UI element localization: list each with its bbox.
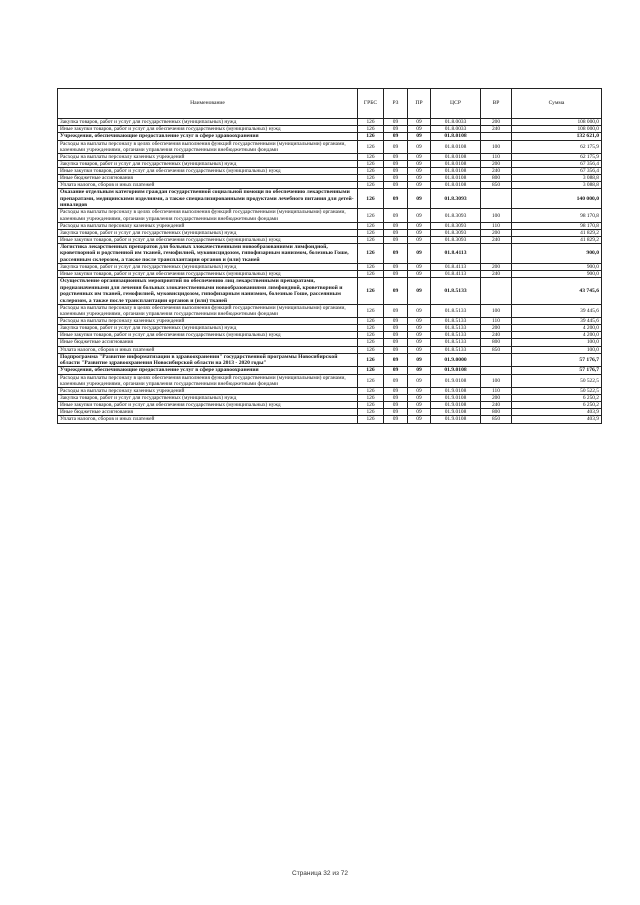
cell-sum: 39 445,6 <box>512 318 602 325</box>
cell-sum: 403,9 <box>512 416 602 423</box>
cell-vr: 240 <box>481 236 512 243</box>
cell-vr: 240 <box>481 167 512 174</box>
table-row <box>58 409 602 416</box>
cell-rz: 09 <box>384 209 408 222</box>
cell-csr: 01.8.0108 <box>431 182 481 189</box>
cell-rz: 09 <box>384 222 408 229</box>
cell-rz: 09 <box>384 278 408 305</box>
cell-grbs: 126 <box>358 332 384 339</box>
header-csr: ЦСР <box>431 89 481 119</box>
cell-pr: 09 <box>408 304 431 317</box>
cell-csr: 01.8.0033 <box>431 126 481 133</box>
cell-pr: 09 <box>408 402 431 409</box>
cell-name: Закупка товаров, работ и услуг для государственных (муниципальных) нужд <box>58 119 358 126</box>
table-row <box>58 339 602 346</box>
cell-pr: 09 <box>408 189 431 209</box>
cell-grbs: 126 <box>358 395 384 402</box>
cell-vr: 240 <box>481 402 512 409</box>
table-row <box>58 402 602 409</box>
cell-pr: 09 <box>408 175 431 182</box>
cell-pr: 09 <box>408 332 431 339</box>
cell-vr: 110 <box>481 222 512 229</box>
cell-csr: 01.8.0108 <box>431 167 481 174</box>
cell-sum: 140 000,0 <box>512 189 602 209</box>
cell-vr <box>481 278 512 305</box>
cell-vr: 240 <box>481 126 512 133</box>
cell-grbs: 126 <box>358 416 384 423</box>
table-row <box>58 160 602 167</box>
cell-rz: 09 <box>384 236 408 243</box>
cell-name: Расходы на выплаты персоналу казенных учреждений <box>58 153 358 160</box>
cell-csr: 01.8.3093 <box>431 189 481 209</box>
cell-name: Иные закупки товаров, работ и услуг для обеспечения государственных (муниципальных) нужд <box>58 167 358 174</box>
cell-pr: 09 <box>408 416 431 423</box>
cell-vr: 850 <box>481 346 512 353</box>
table-row <box>58 175 602 182</box>
cell-name: Иные закупки товаров, работ и услуг для обеспечения государственных (муниципальных) нужд <box>58 402 358 409</box>
table-row <box>58 243 602 263</box>
cell-name: Закупка товаров, работ и услуг для государственных (муниципальных) нужд <box>58 395 358 402</box>
table-row <box>58 182 602 189</box>
table-row <box>58 222 602 229</box>
cell-vr: 100 <box>481 304 512 317</box>
cell-rz: 09 <box>384 160 408 167</box>
cell-grbs: 126 <box>358 388 384 395</box>
table-row <box>58 271 602 278</box>
cell-rz: 09 <box>384 332 408 339</box>
cell-grbs: 126 <box>358 182 384 189</box>
cell-rz: 09 <box>384 346 408 353</box>
table-row <box>58 167 602 174</box>
header-rz: РЗ <box>384 89 408 119</box>
cell-grbs: 126 <box>358 278 384 305</box>
cell-pr: 09 <box>408 367 431 374</box>
table-row <box>58 388 602 395</box>
cell-grbs: 126 <box>358 133 384 140</box>
cell-rz: 09 <box>384 271 408 278</box>
cell-name: Иные бюджетные ассигнования <box>58 409 358 416</box>
cell-pr: 09 <box>408 388 431 395</box>
cell-vr: 200 <box>481 264 512 271</box>
cell-csr: 01.8.5133 <box>431 318 481 325</box>
cell-name: Оказание отдельным категориям граждан государственной социальной помощи по обеспечению лекарственными препаратами, медицинскими изделиями, а также специализированными продуктами лечебного питания для детей-инвалидов <box>58 189 358 209</box>
cell-sum: 403,9 <box>512 409 602 416</box>
cell-rz: 09 <box>384 304 408 317</box>
cell-grbs: 126 <box>358 175 384 182</box>
cell-pr: 09 <box>408 182 431 189</box>
table-row <box>58 325 602 332</box>
cell-rz: 09 <box>384 339 408 346</box>
cell-grbs: 126 <box>358 402 384 409</box>
cell-pr: 09 <box>408 346 431 353</box>
cell-grbs: 126 <box>358 339 384 346</box>
cell-sum: 98 170,8 <box>512 222 602 229</box>
table-row <box>58 353 602 367</box>
cell-vr: 110 <box>481 318 512 325</box>
cell-sum: 62 175,9 <box>512 140 602 153</box>
cell-sum: 50 522,5 <box>512 388 602 395</box>
cell-name: Закупка товаров, работ и услуг для государственных (муниципальных) нужд <box>58 229 358 236</box>
cell-sum: 108 000,0 <box>512 119 602 126</box>
cell-rz: 09 <box>384 182 408 189</box>
cell-grbs: 126 <box>358 264 384 271</box>
cell-pr: 09 <box>408 153 431 160</box>
cell-vr: 110 <box>481 388 512 395</box>
cell-pr: 09 <box>408 278 431 305</box>
budget-table <box>57 88 602 424</box>
table-row <box>58 278 602 305</box>
cell-rz: 09 <box>384 119 408 126</box>
cell-sum: 6 250,2 <box>512 395 602 402</box>
cell-sum: 132 621,0 <box>512 133 602 140</box>
cell-pr: 09 <box>408 353 431 367</box>
cell-grbs: 126 <box>358 160 384 167</box>
cell-sum: 108 000,0 <box>512 126 602 133</box>
cell-rz: 09 <box>384 189 408 209</box>
cell-grbs: 126 <box>358 353 384 367</box>
cell-grbs: 126 <box>358 409 384 416</box>
table-row <box>58 140 602 153</box>
cell-csr: 01.8.3093 <box>431 222 481 229</box>
cell-name: Расходы на выплаты персоналу в целях обеспечения выполнения функций государственными (муниципальными) органами, казенными учреждениями, органами управления государственными внебюджетными фондами <box>58 304 358 317</box>
cell-name: Подпрограмма "Развитие информатизации в здравоохранении" государственной программы Новосибирской области "Развитие здравоохранения Новосибирской области на 2013 - 2020 годы" <box>58 353 358 367</box>
cell-name: Расходы на выплаты персоналу казенных учреждений <box>58 222 358 229</box>
cell-pr: 09 <box>408 126 431 133</box>
cell-sum: 4 200,0 <box>512 325 602 332</box>
cell-grbs: 126 <box>358 271 384 278</box>
cell-name: Иные закупки товаров, работ и услуг для обеспечения государственных (муниципальных) нужд <box>58 271 358 278</box>
cell-csr: 01.9.0108 <box>431 416 481 423</box>
page-number: Страница 32 из 72 <box>292 870 348 877</box>
cell-rz: 09 <box>384 402 408 409</box>
cell-grbs: 126 <box>358 126 384 133</box>
table-row <box>58 189 602 209</box>
cell-rz: 09 <box>384 374 408 387</box>
cell-sum: 57 176,7 <box>512 367 602 374</box>
cell-vr: 200 <box>481 119 512 126</box>
cell-sum: 100,0 <box>512 339 602 346</box>
cell-name: Иные закупки товаров, работ и услуг для обеспечения государственных (муниципальных) нужд <box>58 126 358 133</box>
cell-rz: 09 <box>384 133 408 140</box>
cell-name: Закупка товаров, работ и услуг для государственных (муниципальных) нужд <box>58 160 358 167</box>
cell-csr: 01.9.0000 <box>431 353 481 367</box>
cell-vr <box>481 353 512 367</box>
cell-csr: 01.8.3093 <box>431 236 481 243</box>
table-row <box>58 374 602 387</box>
cell-name: Расходы на выплаты персоналу казенных учреждений <box>58 388 358 395</box>
table-row <box>58 119 602 126</box>
table-body <box>58 119 602 424</box>
cell-csr: 01.8.4113 <box>431 243 481 263</box>
cell-grbs: 126 <box>358 119 384 126</box>
cell-csr: 01.9.0108 <box>431 388 481 395</box>
cell-rz: 09 <box>384 416 408 423</box>
cell-sum: 4 200,0 <box>512 332 602 339</box>
cell-grbs: 126 <box>358 243 384 263</box>
header-sum: Сумма <box>512 89 602 119</box>
table-row <box>58 126 602 133</box>
cell-vr: 200 <box>481 160 512 167</box>
cell-name: Иные бюджетные ассигнования <box>58 339 358 346</box>
cell-sum: 900,0 <box>512 271 602 278</box>
table-row <box>58 236 602 243</box>
cell-sum: 41 829,2 <box>512 236 602 243</box>
cell-sum: 900,0 <box>512 243 602 263</box>
cell-vr: 240 <box>481 271 512 278</box>
cell-csr: 01.9.0108 <box>431 395 481 402</box>
cell-vr: 200 <box>481 229 512 236</box>
cell-name: Иные закупки товаров, работ и услуг для обеспечения государственных (муниципальных) нужд <box>58 236 358 243</box>
cell-grbs: 126 <box>358 222 384 229</box>
table-row <box>58 264 602 271</box>
table-row <box>58 367 602 374</box>
cell-grbs: 126 <box>358 367 384 374</box>
cell-vr: 110 <box>481 153 512 160</box>
table-row <box>58 133 602 140</box>
cell-rz: 09 <box>384 395 408 402</box>
cell-vr <box>481 133 512 140</box>
cell-pr: 09 <box>408 264 431 271</box>
cell-pr: 09 <box>408 222 431 229</box>
cell-vr: 800 <box>481 339 512 346</box>
cell-sum: 62 175,9 <box>512 153 602 160</box>
cell-vr: 850 <box>481 182 512 189</box>
cell-rz: 09 <box>384 167 408 174</box>
table-row <box>58 153 602 160</box>
cell-name: Учреждения, обеспечивающие предоставление услуг в сфере здравоохранения <box>58 367 358 374</box>
table-row <box>58 318 602 325</box>
cell-csr: 01.9.0108 <box>431 367 481 374</box>
cell-pr: 09 <box>408 243 431 263</box>
cell-pr: 09 <box>408 395 431 402</box>
cell-grbs: 126 <box>358 153 384 160</box>
cell-vr: 240 <box>481 332 512 339</box>
cell-csr: 01.8.0108 <box>431 160 481 167</box>
cell-csr: 01.9.0108 <box>431 402 481 409</box>
cell-vr: 800 <box>481 409 512 416</box>
header-grbs: ГРБС <box>358 89 384 119</box>
cell-sum: 900,0 <box>512 264 602 271</box>
cell-pr: 09 <box>408 167 431 174</box>
cell-csr: 01.8.5133 <box>431 304 481 317</box>
cell-name: Логистика лекарственных препаратов для больных злокачественными новообразованиями лимфоидной, кроветворной и родственной им тканей, гемофилией, муковисцидозом, гипофизарным нанизмом, болезнью Гоше, рассеянным склерозом, а также после трансплантации органов и (или) тканей <box>58 243 358 263</box>
cell-pr: 09 <box>408 140 431 153</box>
cell-vr: 850 <box>481 416 512 423</box>
cell-pr: 09 <box>408 236 431 243</box>
cell-csr: 01.8.4113 <box>431 271 481 278</box>
cell-name: Расходы на выплаты персоналу в целях обеспечения выполнения функций государственными (муниципальными) органами, казенными учреждениями, органами управления государственными внебюджетными фондами <box>58 140 358 153</box>
cell-csr: 01.8.0108 <box>431 133 481 140</box>
cell-pr: 09 <box>408 318 431 325</box>
cell-rz: 09 <box>384 264 408 271</box>
table-row <box>58 304 602 317</box>
cell-csr: 01.8.0108 <box>431 140 481 153</box>
cell-pr: 09 <box>408 229 431 236</box>
cell-sum: 98 170,8 <box>512 209 602 222</box>
cell-sum: 3 088,8 <box>512 182 602 189</box>
cell-vr: 100 <box>481 209 512 222</box>
cell-csr: 01.8.3093 <box>431 209 481 222</box>
cell-name: Уплата налогов, сборов и иных платежей <box>58 346 358 353</box>
cell-name: Иные закупки товаров, работ и услуг для обеспечения государственных (муниципальных) нужд <box>58 332 358 339</box>
cell-name: Закупка товаров, работ и услуг для государственных (муниципальных) нужд <box>58 264 358 271</box>
cell-csr: 01.8.5133 <box>431 332 481 339</box>
cell-csr: 01.8.0108 <box>431 175 481 182</box>
cell-csr: 01.8.4113 <box>431 264 481 271</box>
table-row <box>58 229 602 236</box>
cell-sum: 50 522,5 <box>512 374 602 387</box>
cell-grbs: 126 <box>358 189 384 209</box>
cell-vr <box>481 367 512 374</box>
cell-vr: 800 <box>481 175 512 182</box>
cell-pr: 09 <box>408 409 431 416</box>
table-row <box>58 332 602 339</box>
cell-sum: 43 745,6 <box>512 278 602 305</box>
cell-name: Расходы на выплаты персоналу казенных учреждений <box>58 318 358 325</box>
cell-rz: 09 <box>384 388 408 395</box>
header-name: Наименование <box>58 89 358 119</box>
cell-vr <box>481 243 512 263</box>
cell-name: Учреждения, обеспечивающие предоставление услуг в сфере здравоохранения <box>58 133 358 140</box>
cell-rz: 09 <box>384 140 408 153</box>
cell-csr: 01.8.0108 <box>431 153 481 160</box>
cell-pr: 09 <box>408 374 431 387</box>
cell-pr: 09 <box>408 325 431 332</box>
cell-csr: 01.9.0108 <box>431 374 481 387</box>
cell-grbs: 126 <box>358 167 384 174</box>
cell-csr: 01.8.5133 <box>431 325 481 332</box>
table-row <box>58 346 602 353</box>
cell-csr: 01.8.3093 <box>431 229 481 236</box>
cell-sum: 39 445,6 <box>512 304 602 317</box>
table-header-row <box>58 89 602 119</box>
cell-sum: 100,0 <box>512 346 602 353</box>
cell-rz: 09 <box>384 325 408 332</box>
cell-rz: 09 <box>384 318 408 325</box>
cell-rz: 09 <box>384 175 408 182</box>
cell-sum: 67 356,4 <box>512 167 602 174</box>
cell-vr: 200 <box>481 395 512 402</box>
cell-grbs: 126 <box>358 304 384 317</box>
cell-pr: 09 <box>408 271 431 278</box>
cell-rz: 09 <box>384 126 408 133</box>
cell-csr: 01.8.5133 <box>431 278 481 305</box>
cell-vr: 200 <box>481 325 512 332</box>
cell-csr: 01.8.5133 <box>431 339 481 346</box>
cell-pr: 09 <box>408 160 431 167</box>
cell-grbs: 126 <box>358 318 384 325</box>
cell-rz: 09 <box>384 353 408 367</box>
cell-rz: 09 <box>384 409 408 416</box>
cell-pr: 09 <box>408 119 431 126</box>
header-pr: ПР <box>408 89 431 119</box>
cell-grbs: 126 <box>358 374 384 387</box>
cell-name: Иные бюджетные ассигнования <box>58 175 358 182</box>
cell-vr: 100 <box>481 140 512 153</box>
cell-pr: 09 <box>408 339 431 346</box>
cell-grbs: 126 <box>358 209 384 222</box>
cell-grbs: 126 <box>358 346 384 353</box>
cell-csr: 01.8.0033 <box>431 119 481 126</box>
cell-rz: 09 <box>384 153 408 160</box>
cell-rz: 09 <box>384 229 408 236</box>
cell-name: Закупка товаров, работ и услуг для государственных (муниципальных) нужд <box>58 325 358 332</box>
cell-grbs: 126 <box>358 236 384 243</box>
cell-vr <box>481 189 512 209</box>
table-row <box>58 395 602 402</box>
cell-grbs: 126 <box>358 229 384 236</box>
cell-rz: 09 <box>384 367 408 374</box>
cell-grbs: 126 <box>358 325 384 332</box>
cell-sum: 6 250,2 <box>512 402 602 409</box>
cell-pr: 09 <box>408 209 431 222</box>
cell-rz: 09 <box>384 243 408 263</box>
cell-sum: 3 088,8 <box>512 175 602 182</box>
cell-grbs: 126 <box>358 140 384 153</box>
cell-name: Осуществление организационных мероприятий по обеспечению лиц лекарственными препаратами, предназначенными для лечения больных злокачественными новообразованиями лимфоидной, кроветворной и родственных им тканей, гемофилией, муковисцидозом, гипофизарным нанизмом, болезнью Гоше, рассеянным склерозом, а также после трансплантации органов и (или) тканей <box>58 278 358 305</box>
cell-csr: 01.8.5133 <box>431 346 481 353</box>
cell-vr: 100 <box>481 374 512 387</box>
cell-sum: 57 176,7 <box>512 353 602 367</box>
header-vr: ВР <box>481 89 512 119</box>
table-row <box>58 209 602 222</box>
cell-pr: 09 <box>408 133 431 140</box>
cell-name: Уплата налогов, сборов и иных платежей <box>58 416 358 423</box>
cell-name: Расходы на выплаты персоналу в целях обеспечения выполнения функций государственными (муниципальными) органами, казенными учреждениями, органами управления государственными внебюджетными фондами <box>58 374 358 387</box>
cell-csr: 01.9.0108 <box>431 409 481 416</box>
cell-name: Уплата налогов, сборов и иных платежей <box>58 182 358 189</box>
cell-sum: 41 829,2 <box>512 229 602 236</box>
cell-sum: 67 356,4 <box>512 160 602 167</box>
table-row <box>58 416 602 423</box>
cell-name: Расходы на выплаты персоналу в целях обеспечения выполнения функций государственными (муниципальными) органами, казенными учреждениями, органами управления государственными внебюджетными фондами <box>58 209 358 222</box>
